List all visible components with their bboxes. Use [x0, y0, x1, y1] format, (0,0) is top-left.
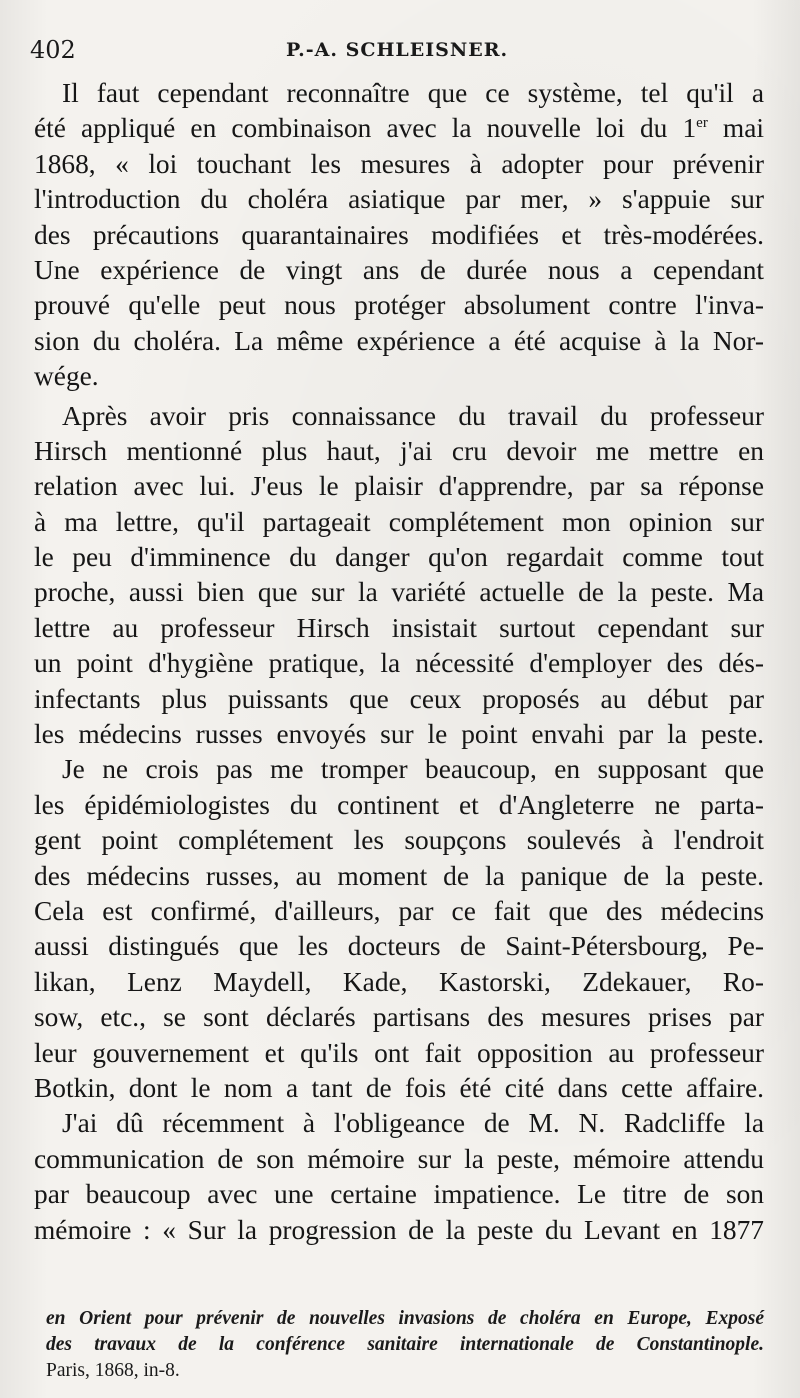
text-line: le peu d'imminence du danger qu'on regardait comme tout: [34, 542, 764, 573]
text-line: sow, etc., se sont déclarés partisans des mesures prises par: [34, 1002, 764, 1033]
text-line: leur gouvernement et qu'ils ont fait opposition au professeur: [34, 1037, 764, 1068]
text-line: mémoire : « Sur la progression de la peste du Levant en 1877: [34, 1214, 764, 1245]
text-line: proche, aussi bien que sur la variété actuelle de la peste. Ma: [34, 577, 764, 608]
text-line: sion du choléra. La même expérience a été acquise à la Nor-: [34, 325, 764, 356]
text-line-part: mai: [707, 113, 764, 144]
text-line: l'introduction du choléra asiatique par mer, » s'appuie sur: [34, 184, 764, 215]
text-line: relation avec lui. J'eus le plaisir d'apprendre, par sa réponse: [34, 471, 764, 502]
text-line: J'ai dû récemment à l'obligeance de M. N. Radcliffe la: [62, 1108, 764, 1139]
text-line: communication de son mémoire sur la peste, mémoire attendu: [34, 1143, 764, 1174]
paragraph-3: [34, 752, 764, 1106]
text-line: 1868, « loi touchant les mesures à adopter pour prévenir: [34, 148, 764, 179]
text-line: des précautions quarantainaires modifiées et très-modérées.: [34, 219, 764, 250]
text-line: [34, 111, 764, 146]
paragraph-4: [34, 1106, 764, 1248]
text-line: Une expérience de vingt ans de durée nous a cependant: [34, 254, 764, 285]
text-line: Cela est confirmé, d'ailleurs, par ce fait que des médecins: [34, 895, 764, 926]
text-line: infectants plus puissants que ceux proposés au début par: [34, 683, 764, 714]
page-number: 402: [30, 36, 76, 64]
text-line: Après avoir pris connaissance du travail du professeur: [62, 400, 764, 431]
text-line: un point d'hygiène pratique, la nécessité d'employer des dés-: [34, 648, 764, 679]
paragraph-1: [34, 76, 764, 395]
text-line: aussi distingués que les docteurs de Saint-Pétersbourg, Pe-: [34, 931, 764, 962]
page-header: [30, 30, 760, 62]
footnote: [46, 1306, 764, 1384]
text-line: les médecins russes envoyés sur le point envahi par la peste.: [34, 719, 764, 750]
paragraph-2: [34, 399, 764, 753]
text-line: Je ne crois pas me tromper beaucoup, en supposant que: [62, 754, 764, 785]
text-line: gent point complétement les soupçons soulevés à l'endroit: [34, 825, 764, 856]
text-line: wége.: [34, 361, 99, 392]
text-line: Hirsch mentionné plus haut, j'ai cru devoir me mettre en: [34, 435, 764, 466]
text-line: prouvé qu'elle peut nous protéger absolument contre l'inva-: [34, 290, 764, 321]
text-line: par beaucoup avec une certaine impatience. Le titre de son: [34, 1179, 764, 1210]
text-line: likan, Lenz Maydell, Kade, Kastorski, Zdekauer, Ro-: [34, 966, 764, 997]
running-head: P.-A. SCHLEISNER.: [286, 39, 509, 61]
footnote-line: Paris, 1868, in-8.: [46, 1360, 180, 1381]
superscript: er: [696, 115, 708, 132]
text-line: à ma lettre, qu'il partageait complétement mon opinion sur: [34, 506, 764, 537]
text-line-part: été appliqué en combinaison avec la nouvelle loi du 1: [34, 113, 697, 144]
text-line: des médecins russes, au moment de la panique de la peste.: [34, 860, 764, 891]
text-line: Botkin, dont le nom a tant de fois été cité dans cette affaire.: [34, 1072, 764, 1103]
footnote-line: des travaux de la conférence sanitaire internationale de Constantinople.: [46, 1334, 764, 1355]
footnote-line: en Orient pour prévenir de nouvelles invasions de choléra en Europe, Exposé: [46, 1308, 764, 1329]
text-line: lettre au professeur Hirsch insistait surtout cependant sur: [34, 612, 764, 643]
text-line: Il faut cependant reconnaître que ce système, tel qu'il a: [62, 78, 764, 108]
body-text: [34, 76, 764, 1248]
text-line: les épidémiologistes du continent et d'Angleterre ne parta-: [34, 789, 764, 820]
